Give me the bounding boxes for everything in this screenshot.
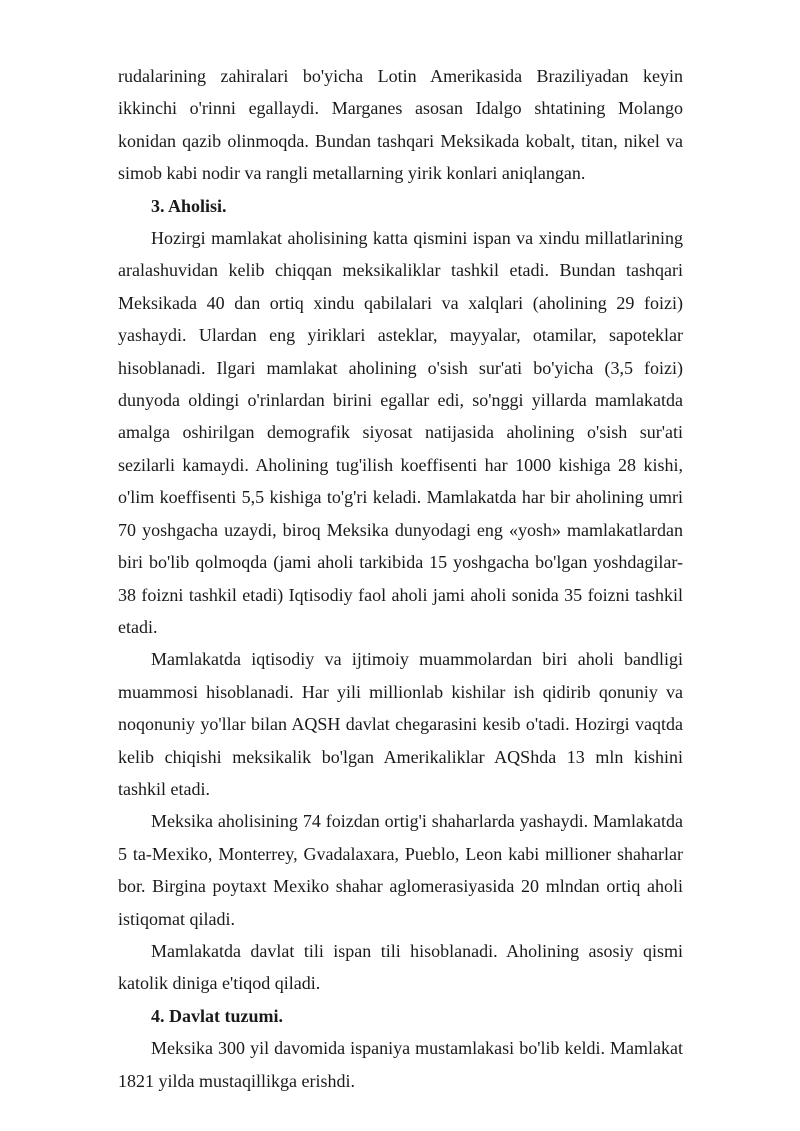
document-page (118, 60, 683, 1097)
paragraph-language-religion: Mamlakatda davlat tili ispan tili hisoblanadi. Aholining asosiy qismi katolik diniga e'tiqod qiladi. (118, 940, 683, 994)
paragraph-employment: Mamlakatda iqtisodiy va ijtimoiy muammolardan biri aholi bandligi muammosi hisoblanadi. Har yili millionlab kishilar ish qidirib qonuniy va noqonuniy yo'llar bilan AQSH davlat chegarasini kesib o'tadi. Hozirgi vaqtda kelib chiqishi meksikalik bo'lgan Amerikaliklar AQShda 13 mln kishini tashkil etadi. (118, 649, 683, 799)
section-heading-population: 3. Aholisi. (151, 195, 227, 216)
paragraph-urbanization: Meksika aholisining 74 foizdan ortig'i shaharlarda yashaydi. Mamlakatda 5 ta-Mexiko, Monterrey, Gvadalaxara, Pueblo, Leon kabi millioner shaharlar bor. Birgina poytaxt Mexiko shahar aglomerasiyasida 20 mlndan ortiq aholi istiqomat qiladi. (118, 811, 683, 929)
paragraph-independence: Meksika 300 yil davomida ispaniya mustamlakasi bo'lib keldi. Mamlakat 1821 yilda mustaqillikga erishdi. (118, 1038, 683, 1091)
paragraph-minerals: rudalarining zahiralari bo'yicha Lotin Amerikasida Braziliyadan keyin ikkinchi o'rinni egallaydi. Marganes asosan Idalgo shtatining Molango konidan qazib olinmoqda. Bundan tashqari Meksikada kobalt, titan, nikel va simob kabi nodir va rangli metallarning yirik konlari aniqlangan. (118, 66, 683, 184)
paragraph-population: Hozirgi mamlakat aholisining katta qismini ispan va xindu millatlarining aralashuvidan kelib chiqqan meksikaliklar tashkil etadi. Bundan tashqari Meksikada 40 dan ortiq xindu qabilalari va xalqlari (aholining 29 foizi) yashaydi. Ulardan eng yiriklari asteklar, mayyalar, otamilar, sapoteklar hisoblanadi. Ilgari mamlakat aholining o'sish sur'ati bo'yicha (3,5 foizi) dunyoda oldingi o'rinlardan birini egallar edi, so'nggi yillarda mamlakatda amalga oshirilgan demografik siyosat natijasida aholining o'sish sur'ati sezilarli kamaydi. Aholining tug'ilish koeffisenti har 1000 kishiga 28 kishi, o'lim koeffisenti 5,5 kishiga to'g'ri keladi. Mamlakatda har bir aholining umri 70 yoshgacha uzaydi, biroq Meksika dunyodagi eng «yosh» mamlakatlardan biri bo'lib qolmoqda (jami aholi tarkibida 15 yoshgacha bo'lgan yoshdagilar-38 foizni tashkil etadi) Iqtisodiy faol aholi jami aholi sonida 35 foizni tashkil etadi. (118, 228, 683, 637)
section-heading-government: 4. Davlat tuzumi. (151, 1005, 283, 1026)
